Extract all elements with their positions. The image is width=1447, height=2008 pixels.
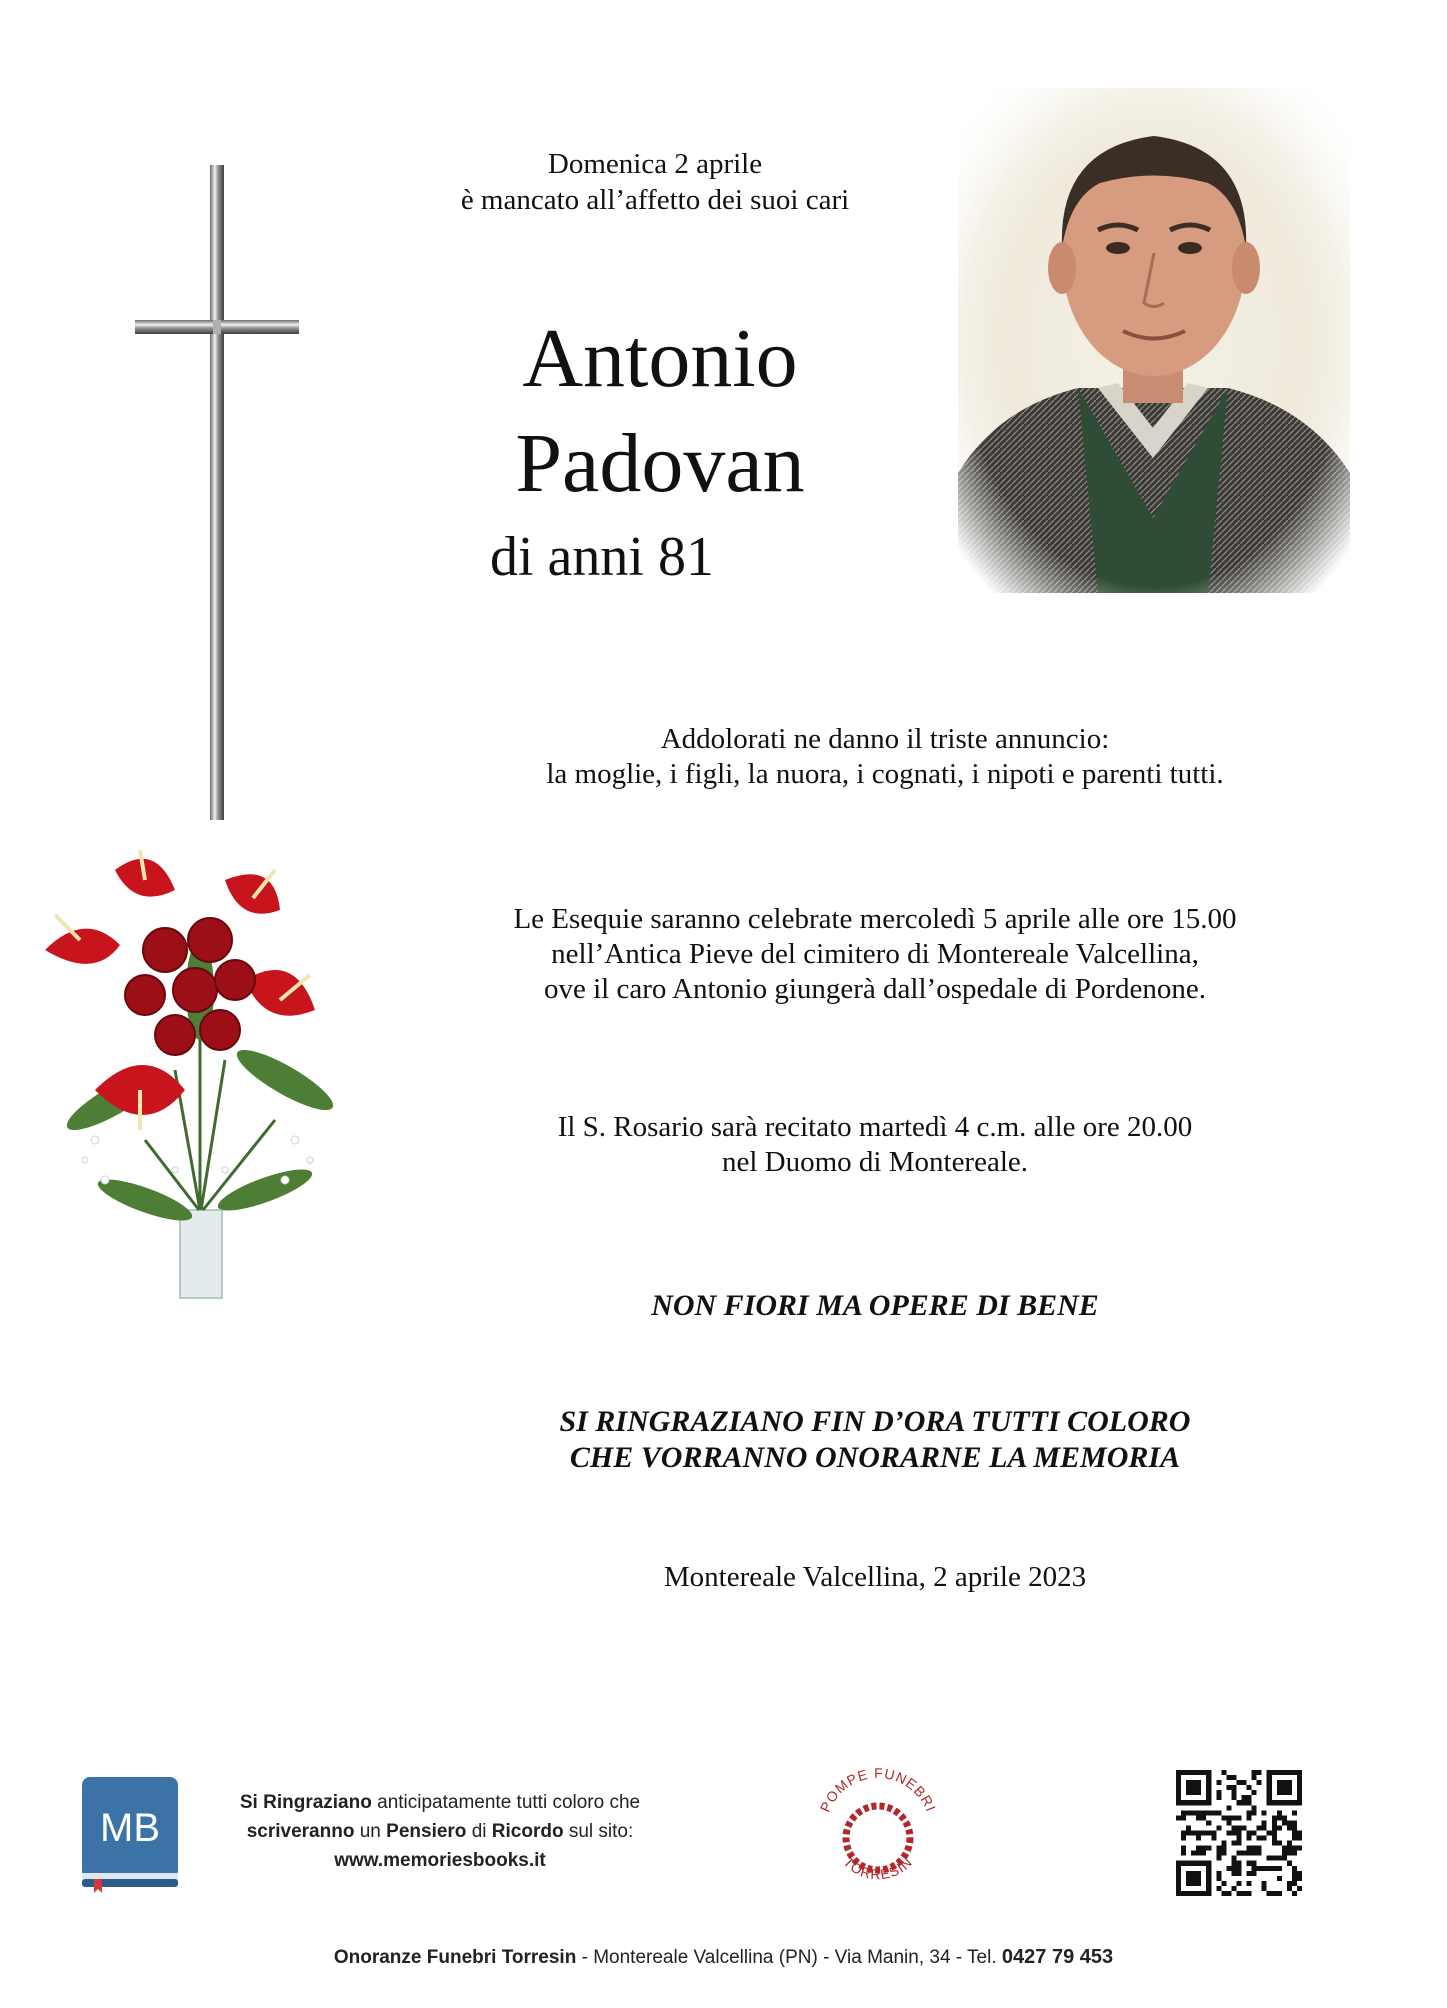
memoriesbooks-message: [210, 1788, 670, 1875]
footer-phone[interactable]: 0427 79 453: [1001, 1946, 1114, 1968]
thanks-line-1: SI RINGRAZIANO FIN D’ORA TUTTI COLORO: [559, 1405, 1191, 1438]
portrait-photo: [958, 88, 1350, 593]
cross-icon: [132, 165, 302, 825]
portrait-illustration: [958, 88, 1350, 593]
funeral-line-3: ove il caro Antonio giungerà dall’ospedale di Pordenone.: [544, 973, 1206, 1005]
mb-t2-rest: sul sito:: [563, 1821, 634, 1842]
footer-address: - Montereale Valcellina (PN) - Via Manin, 34 - Tel.: [576, 1947, 1002, 1968]
place-date: Montereale Valcellina, 2 aprile 2023: [663, 1561, 1087, 1593]
mb-t2-mid1: un: [354, 1821, 387, 1842]
announce-line-1: Addolorati ne danno il triste annuncio:: [660, 723, 1110, 755]
mb-logo-text: MB: [100, 1806, 160, 1850]
funeral-line-1: Le Esequie saranno celebrate mercoledì 5 aprile alle ore 15.00: [513, 903, 1237, 935]
mb-t1-rest: anticipatamente tutti coloro che: [371, 1792, 641, 1813]
mb-t2-bold2: Pensiero: [386, 1821, 467, 1842]
mb-t1-bold: Si Ringraziano: [239, 1792, 372, 1813]
no-flowers-notice: NON FIORI MA OPERE DI BENE: [651, 1289, 1099, 1322]
rosary-line-1: Il S. Rosario sarà recitato martedì 4 c.m. alle ore 20.00: [557, 1111, 1193, 1143]
last-name: Padovan: [515, 417, 805, 510]
first-name: Antonio: [522, 312, 798, 405]
rosary-line-2: nel Duomo di Montereale.: [721, 1146, 1029, 1178]
announce-line-2: la moglie, i figli, la nuora, i cognati, i nipoti e parenti tutti.: [546, 758, 1224, 790]
intro-line-2: è mancato all’affetto dei suoi cari: [460, 184, 850, 216]
mb-t2-bold3: Ricordo: [491, 1821, 564, 1842]
funeral-line-2: nell’Antica Pieve del cimitero di Montereale Valcellina,: [551, 938, 1199, 970]
qr-code-icon[interactable]: [1176, 1770, 1302, 1896]
footer-contact: [0, 1946, 1447, 1969]
thanks-line-2: CHE VORRANNO ONORARNE LA MEMORIA: [569, 1441, 1181, 1474]
age: di anni 81: [490, 526, 714, 588]
mb-t2-bold1: scriveranno: [246, 1821, 355, 1842]
mb-t2-mid2: di: [466, 1821, 492, 1842]
flower-bouquet-image: [25, 840, 375, 1300]
seal-top-text: POMPE FUNEBRI: [816, 1764, 940, 1815]
svg-text:TORRESIN: [840, 1853, 915, 1882]
memoriesbooks-url-link[interactable]: www.memoriesbooks.it: [334, 1850, 546, 1871]
footer-company: Onoranze Funebri Torresin: [333, 1947, 577, 1968]
seal-bottom-text: TORRESIN: [840, 1853, 916, 1883]
intro-line-1: Domenica 2 aprile: [547, 148, 763, 180]
svg-text:POMPE FUNEBRI: [817, 1765, 940, 1814]
pompe-funebri-seal: [808, 1760, 948, 1900]
memoriesbooks-logo[interactable]: [80, 1775, 180, 1895]
